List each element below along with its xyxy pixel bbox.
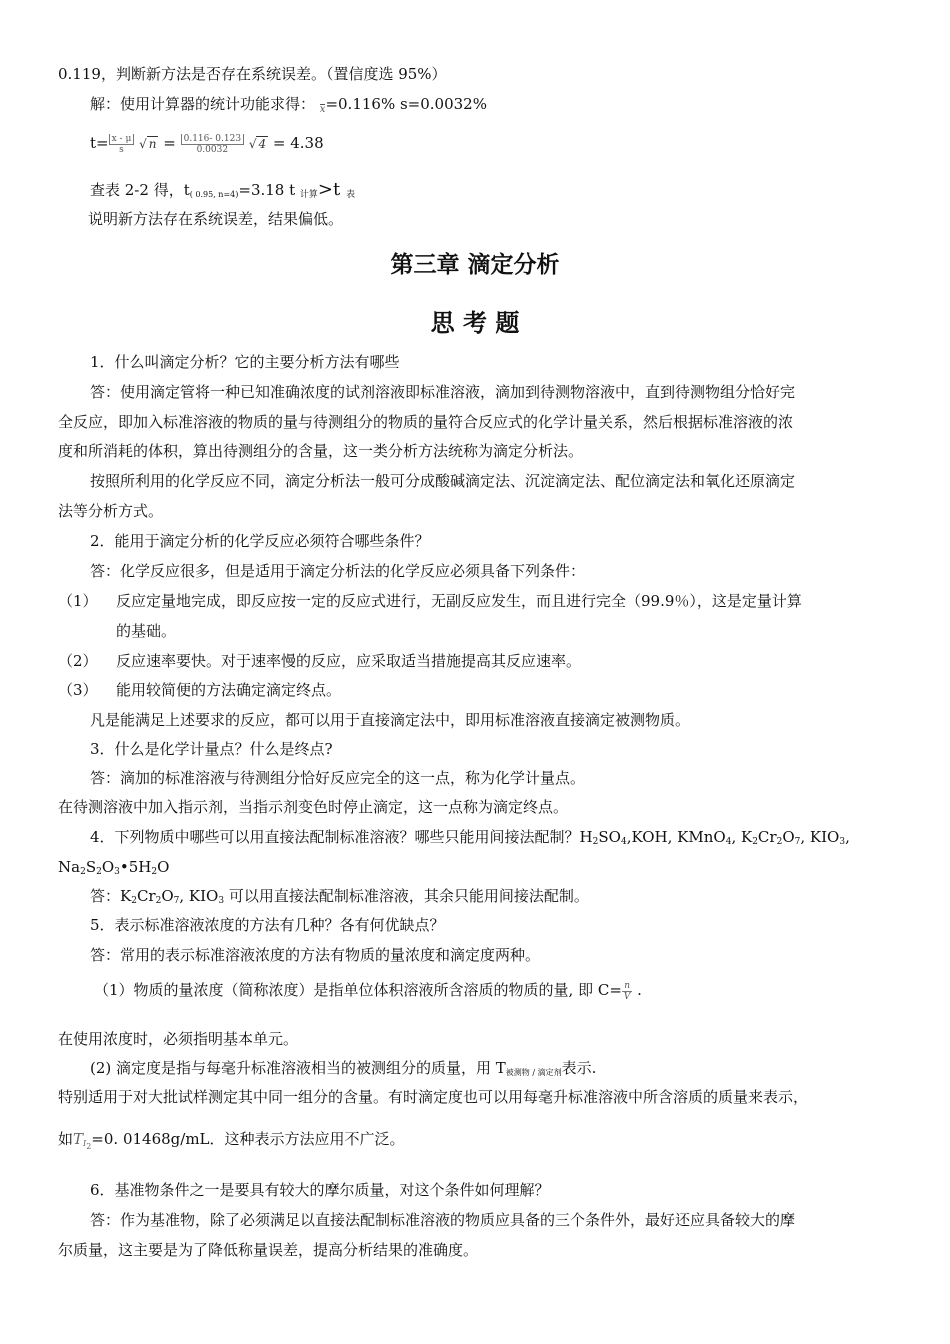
question-5: 5．表示标准溶液浓度的方法有几种？各有何优缺点？ xyxy=(90,916,445,934)
question-6: 6．基准物条件之一是要具有较大的摩尔质量，对这个条件如何理解？ xyxy=(90,1181,550,1199)
answer-4: 答：$K_2Cr_2O_7$, $KIO_3$ 可以用直接法配制标准溶液，其余只能用间接法配制。 xyxy=(90,887,589,906)
answer-6-line-1: 答：作为基准物，除了必须满足以直接法配制标准溶液的物质应具备的三个条件外，最好还应具备较大的摩 xyxy=(90,1211,796,1229)
condition-3: 能用较简便的方法确定滴定终点。 xyxy=(116,681,342,699)
question-3: 3．什么是化学计量点？什么是终点? xyxy=(90,740,333,758)
answer-1-line-1: 答：使用滴定管将一种已知准确浓度的试剂溶液即标准溶液，滴加到待测物溶液中，直到待测物组分恰好完 xyxy=(90,383,796,401)
answer-5-item-1-tail: 在使用浓度时，必须指明基本单元。 xyxy=(58,1030,299,1048)
line-solution: 解：使用计算器的统计功能求得： x=0.116% s=0.0032% xyxy=(90,95,487,115)
line-problem-end: 0.119，判断新方法是否存在系统误差。（置信度选 95%） xyxy=(58,65,447,83)
answer-5-intro: 答：常用的表示标准溶液浓度的方法有物质的量浓度和滴定度两种。 xyxy=(90,946,541,964)
answer-5-item-2-line-3: 如$T_{I2}=0$. 01468g/mL．这种表示方法应用不广泛。 xyxy=(58,1130,405,1151)
answer-2-intro: 答：化学反应很多，但是适用于滴定分析法的化学反应必须具备下列条件： xyxy=(90,562,586,580)
condition-1-marker: （1） xyxy=(58,592,98,610)
chapter-title: 第三章 滴定分析 xyxy=(390,252,560,278)
fraction-n-over-v: $\frac{n}{V}$ xyxy=(623,980,631,1002)
answer-1-line-4: 按照所利用的化学反应不同，滴定分析法一般可分成酸碱滴定法、沉淀滴定法、配位滴定法和氧化还原滴定 xyxy=(90,472,796,490)
answer-5-item-2-line-2: 特别适用于对大批试样测定其中同一组分的含量。有时滴定度也可以用每毫升标准溶液中所含溶质的质量来表示， xyxy=(58,1088,809,1106)
condition-1-line-1: 反应定量地完成，即反应按一定的反应式进行，无副反应发生，而且进行完全（99.9％），这是定量计算 xyxy=(116,592,802,610)
fraction-values: $\frac{0.116- 0.123}{0.0032}$ xyxy=(181,134,244,155)
condition-2-marker: （2） xyxy=(58,652,98,670)
x-bar-symbol: x xyxy=(319,104,326,115)
sqrt-4: √ 4 xyxy=(248,137,267,151)
answer-3-line-1: 答：滴加的标准溶液与待测组分恰好反应完全的这一点，称为化学计量点。 xyxy=(90,769,586,787)
line-conclusion: 说明新方法存在系统误差，结果偏低。 xyxy=(88,210,344,228)
answer-2-end: 凡是能满足上述要求的反应，都可以用于直接滴定法中，即用标准溶液直接滴定被测物质。 xyxy=(90,711,691,729)
question-2: 2．能用于滴定分析的化学反应必须符合哪些条件？ xyxy=(90,532,430,550)
fraction-x-minus-mu-over-s: $\frac{x - \mu}{s}$ xyxy=(109,134,135,155)
section-title: 思 考 题 xyxy=(430,309,520,337)
answer-1-line-3: 度和所消耗的体积，算出待测组分的含量，这一类分析方法统称为滴定分析法。 xyxy=(58,442,584,460)
condition-2: 反应速率要快。对于速率慢的反应，应采取适当措施提高其反应速率。 xyxy=(116,652,582,670)
t-formula: t= $\frac{x - \mu}{s}$ √ n = $\frac{0.116- 0.123}{0.0032}$ √ 4 = 4.38 xyxy=(90,128,324,159)
question-1: 1．什么叫滴定分析？它的主要分析方法有哪些 xyxy=(90,353,400,371)
answer-1-line-2: 全反应，即加入标准溶液的物质的量与待测组分的物质的量符合反应式的化学计量关系，然后根据标准溶液的浓 xyxy=(58,413,794,431)
titer-symbol: T xyxy=(73,1130,84,1148)
sqrt-n: √ n xyxy=(139,137,157,151)
answer-3-line-2: 在待测溶液中加入指示剂，当指示剂变色时停止滴定，这一点称为滴定终点。 xyxy=(58,798,569,816)
answer-6-line-2: 尔质量，这主要是为了降低称量误差，提高分析结果的准确度。 xyxy=(58,1241,479,1259)
condition-3-marker: （3） xyxy=(58,681,98,699)
question-4-line-1: 4．下列物质中哪些可以用直接法配制标准溶液？哪些只能用间接法配制？$H_2SO_4,KOH$, KMnO$_4$, $K_2Cr_2O_7$, $KIO_3$, xyxy=(90,828,850,847)
answer-1-line-5: 法等分析方式。 xyxy=(58,502,164,520)
answer-5-item-2: (2) 滴定度是指与每毫升标准溶液相当的被测组分的质量，用 $T_{被测物 / 滴定剂}$表示. xyxy=(90,1059,597,1077)
line-table-lookup: 查表 2-2 得，$t_{( 0.95, n=4)}=3.18$ t $_{计算}$>t $_表$ xyxy=(90,179,355,200)
question-4-line-2: $Na_2S_2O_3•5H_2O$ xyxy=(58,858,170,877)
condition-1-line-2: 的基础。 xyxy=(116,622,177,640)
answer-5-item-1: （1）物质的量浓度（简称浓度）是指单位体积溶液所含溶质的物质的量, 即 C= $\frac{n}{V}$ . xyxy=(94,980,642,1002)
